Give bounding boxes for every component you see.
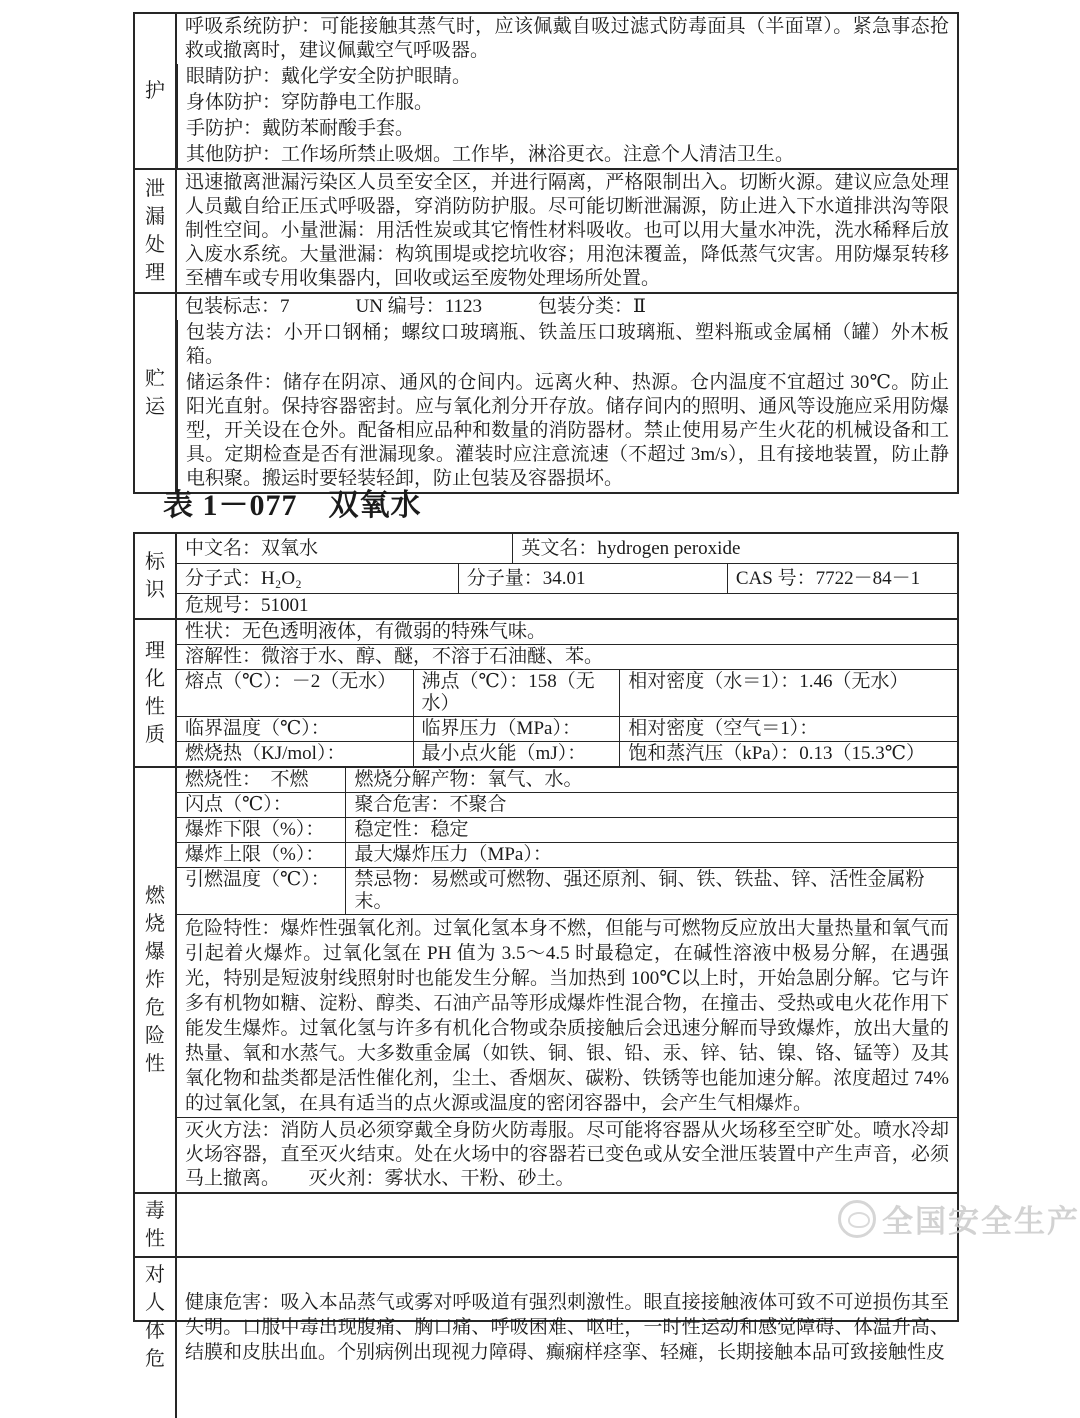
relative-density-water-value: 相对密度（水＝1）：1.46（无水） <box>619 670 957 716</box>
appearance-value: 性状：无色透明液体，有微弱的特殊气味。 <box>185 621 547 642</box>
section-toxicity <box>135 1192 957 1256</box>
flash-point-value: 闪点（℃）： <box>185 794 292 815</box>
packing-mark-value: 包装标志：7 <box>185 296 290 317</box>
body-protection-text: 身体防护：穿防静电工作服。 <box>177 90 957 116</box>
boiling-point-value: 沸点（℃）：158（无水） <box>413 670 620 716</box>
packing-method-text: 包装方法：小开口钢桶；螺纹口玻璃瓶、铁盖压口玻璃瓶、塑料瓶或金属桶（罐）外木板箱。 <box>177 320 957 370</box>
fire-row-uel <box>177 842 957 867</box>
molecular-weight-value: 分子量：34.01 <box>458 564 727 593</box>
section-fire-explosion <box>135 766 957 1192</box>
leak-handling-text: 迅速撤离泄漏污染区人员至安全区，并进行隔离，严格限制出入。切断火源。建议应急处理人员戴自给正压式呼吸器，穿消防防护服。尽可能切断泄漏源，防止进入下水道排洪沟等限制性空间。小量泄漏：用活性炭或其它惰性材料吸收。也可以用大量水冲洗，洗水稀释后放入废水系统。大量泄漏：构筑围堤或挖坑收容；用泡沫覆盖，降低蒸气灾害。用防爆泵转移至槽车或专用收集器内，回收或运至废物处理场所处置。 <box>185 172 949 289</box>
section-label-cell <box>135 294 177 492</box>
leak-handling-section-label: 泄漏处理 <box>145 178 165 284</box>
explosion-upper-limit-value: 爆炸上限（%）： <box>185 844 325 865</box>
fire-row-combustibility <box>177 768 957 792</box>
physchem-row-solubility <box>177 644 957 669</box>
human-hazard-section-label: 对人体危 <box>145 1264 165 1370</box>
toxicity-section-label: 毒性 <box>145 1200 165 1250</box>
molecular-formula-value: 分子式：H₂O₂ <box>185 568 302 589</box>
solubility-value: 溶解性：微溶于水、醇、醚，不溶于石油醚、苯。 <box>185 646 604 667</box>
identification-content <box>177 534 957 618</box>
un-number-value: UN 编号：1123 <box>355 296 483 317</box>
section-label-cell <box>135 170 177 292</box>
table-title: 表 1－077 双氧水 <box>163 489 422 522</box>
ignition-temperature-value: 引燃温度（℃）： <box>185 869 330 890</box>
combustion-heat-value: 燃烧热（KJ/mol）： <box>185 743 346 764</box>
fire-fighting-text: 灭火方法：消防人员必须穿戴全身防火防毒服。尽可能将容器从火场移至空旷处。喷水冷却火场容器，直至灭火结束。处在火场中的容器若已变色或从安全泄压装置中产生声音，必须马上撤离。 灭火剂：雾状水、干粉、砂土。 <box>185 1120 949 1189</box>
section-leak-handling <box>135 168 957 292</box>
identification-row-formula <box>177 563 957 593</box>
respiratory-protection-text: 呼吸系统防护：可能接触其蒸气时，应该佩戴自吸过滤式防毒面具（半面罩）。紧急事态抢救或撤离时，建议佩戴空气呼吸器。 <box>185 16 949 61</box>
critical-temperature-value: 临界温度（℃）： <box>185 718 330 739</box>
identification-section-label: 标识 <box>145 551 165 601</box>
other-protection-text: 其他防护：工作场所禁止吸烟。工作毕，淋浴更衣。注意个人清洁卫生。 <box>177 142 957 168</box>
packing-class-value: 包装分类：Ⅱ <box>538 296 646 317</box>
combustibility-value: 燃烧性： 不燃 <box>185 769 309 790</box>
storage-conditions-text: 储运条件：储存在阴凉、通风的仓间内。远离火种、热源。仓内温度不宜超过 30℃。防止阳光直射。保持容器密封。应与氧化剂分开存放。储存间内的照明、通风等设施应采用防爆型，开关设在仓外。配备相应品种和数量的消防器材。禁止使用易产生火花的机械设备和工具。定期检查是否有泄漏现象。灌装时应注意流速（不超过 3m/s），且有接地装置，防止静电积聚。搬运时要轻装轻卸，防止包装及容器损坏。 <box>177 370 957 492</box>
physchem-content <box>177 620 957 766</box>
physchem-row-appearance <box>177 620 957 644</box>
min-ignition-energy-value: 最小点火能（mJ）： <box>413 742 620 766</box>
packing-info-line <box>177 294 957 320</box>
section-physchem <box>135 618 957 766</box>
explosion-lower-limit-value: 爆炸下限（%）： <box>185 819 325 840</box>
fire-row-ignition-temp <box>177 867 957 914</box>
section-label-cell <box>135 14 177 168</box>
section-label-cell <box>135 534 177 618</box>
polymerization-hazard-value: 聚合危害：不聚合 <box>345 793 957 817</box>
saturated-vapor-pressure-value: 饱和蒸汽压（kPa）：0.13（15.3℃） <box>619 742 957 766</box>
section-storage-transport <box>135 292 957 492</box>
decomposition-products-value: 燃烧分解产物：氧气、水。 <box>345 768 957 792</box>
health-hazard-text: 健康危害：吸入本品蒸气或雾对呼吸道有强烈刺激性。眼直接接触液体可致不可逆损伤其至失明。口服中毒出现腹痛、胸口痛、呼吸困难、呕吐，一时性运动和感觉障碍、体温升高、结膜和皮肤出血。个别病例出现视力障碍、癫痫样痉挛、轻瘫，长期接触本品可致接触性皮 <box>185 1292 949 1363</box>
section-label-cell <box>135 620 177 766</box>
protection-content <box>177 14 957 168</box>
section-label-cell <box>135 768 177 1192</box>
incompatibilities-value: 禁忌物：易燃或可燃物、强还原剂、铜、铁、铁盐、锌、活性金属粉末。 <box>345 868 957 914</box>
fire-row-hazard-characteristics <box>177 914 957 1117</box>
section-label-cell <box>135 1194 177 1256</box>
protection-section-label: 护 <box>145 80 165 102</box>
identification-row-names <box>177 534 957 563</box>
hazard-characteristics-text: 危险特性：爆炸性强氧化剂。过氧化氢本身不燃，但能与可燃物反应放出大量热量和氧气而引起着火爆炸。过氧化氢在 PH 值为 3.5～4.5 时最稳定，在碱性溶液中极易分解，在遇强光，特别是短波射线照射时也能发生分解。当加热到 100℃以上时，开始急剧分解。它与许多有机物如糖、淀粉、醇类、石油产品等形成爆炸性混合物，在撞击、受热或电火花作用下能发生爆炸。过氧化氢与许多有机化合物或杂质接触后会迅速分解而导致爆炸，放出大量的热量、氧和水蒸气。大多数重金属（如铁、铜、银、铅、汞、锌、钴、镍、铬、锰等）及其氧化物和盐类都是活性催化剂，尘土、香烟灰、碳粉、铁锈等也能加速分解。浓度超过 74%的过氧化氢，在具有适当的点火源或温度的密闭容器中，会产生气相爆炸。 <box>185 918 949 1114</box>
physchem-row-melting <box>177 669 957 716</box>
hazard-number-value: 危规号：51001 <box>185 595 309 616</box>
cas-number-value: CAS 号：7722－84－1 <box>727 564 957 593</box>
chinese-name-value: 中文名：双氧水 <box>185 538 319 559</box>
physchem-section-label: 理化性质 <box>145 640 165 746</box>
melting-point-value: 熔点（℃）：－2（无水） <box>185 671 397 692</box>
table-hydrogen-peroxide-msds <box>133 532 959 1370</box>
fire-row-fire-fighting <box>177 1117 957 1192</box>
section-label-cell <box>135 1258 177 1418</box>
human-hazard-content <box>177 1258 957 1418</box>
storage-transport-content <box>177 294 957 492</box>
storage-transport-section-label: 贮运 <box>145 368 165 418</box>
critical-pressure-value: 临界压力（MPa）： <box>413 717 620 741</box>
physchem-row-combustion <box>177 741 957 766</box>
watermark-text: 全国安全生产 <box>882 1204 1080 1239</box>
section-identification <box>135 534 957 618</box>
fire-explosion-section-label: 燃烧爆炸危险性 <box>145 885 165 1075</box>
stability-value: 稳定性：稳定 <box>345 818 957 842</box>
fire-explosion-content <box>177 768 957 1192</box>
toxicity-content <box>177 1194 957 1256</box>
physchem-row-critical <box>177 716 957 741</box>
table-protection-storage <box>133 12 959 494</box>
fire-row-flash-point <box>177 792 957 817</box>
eye-protection-text: 眼睛防护：戴化学安全防护眼睛。 <box>177 64 957 90</box>
english-name-value: 英文名：hydrogen peroxide <box>512 534 957 563</box>
section-human-hazard <box>135 1256 957 1418</box>
fire-row-lel <box>177 817 957 842</box>
hand-protection-text: 手防护：戴防苯耐酸手套。 <box>177 116 957 142</box>
toxicity-text <box>177 1194 957 1256</box>
section-protection <box>135 14 957 168</box>
max-explosion-pressure-value: 最大爆炸压力（MPa）： <box>345 843 957 867</box>
relative-density-air-value: 相对密度（空气＝1）： <box>619 717 957 741</box>
leak-handling-content <box>177 170 957 292</box>
identification-row-hazard-no <box>177 593 957 618</box>
